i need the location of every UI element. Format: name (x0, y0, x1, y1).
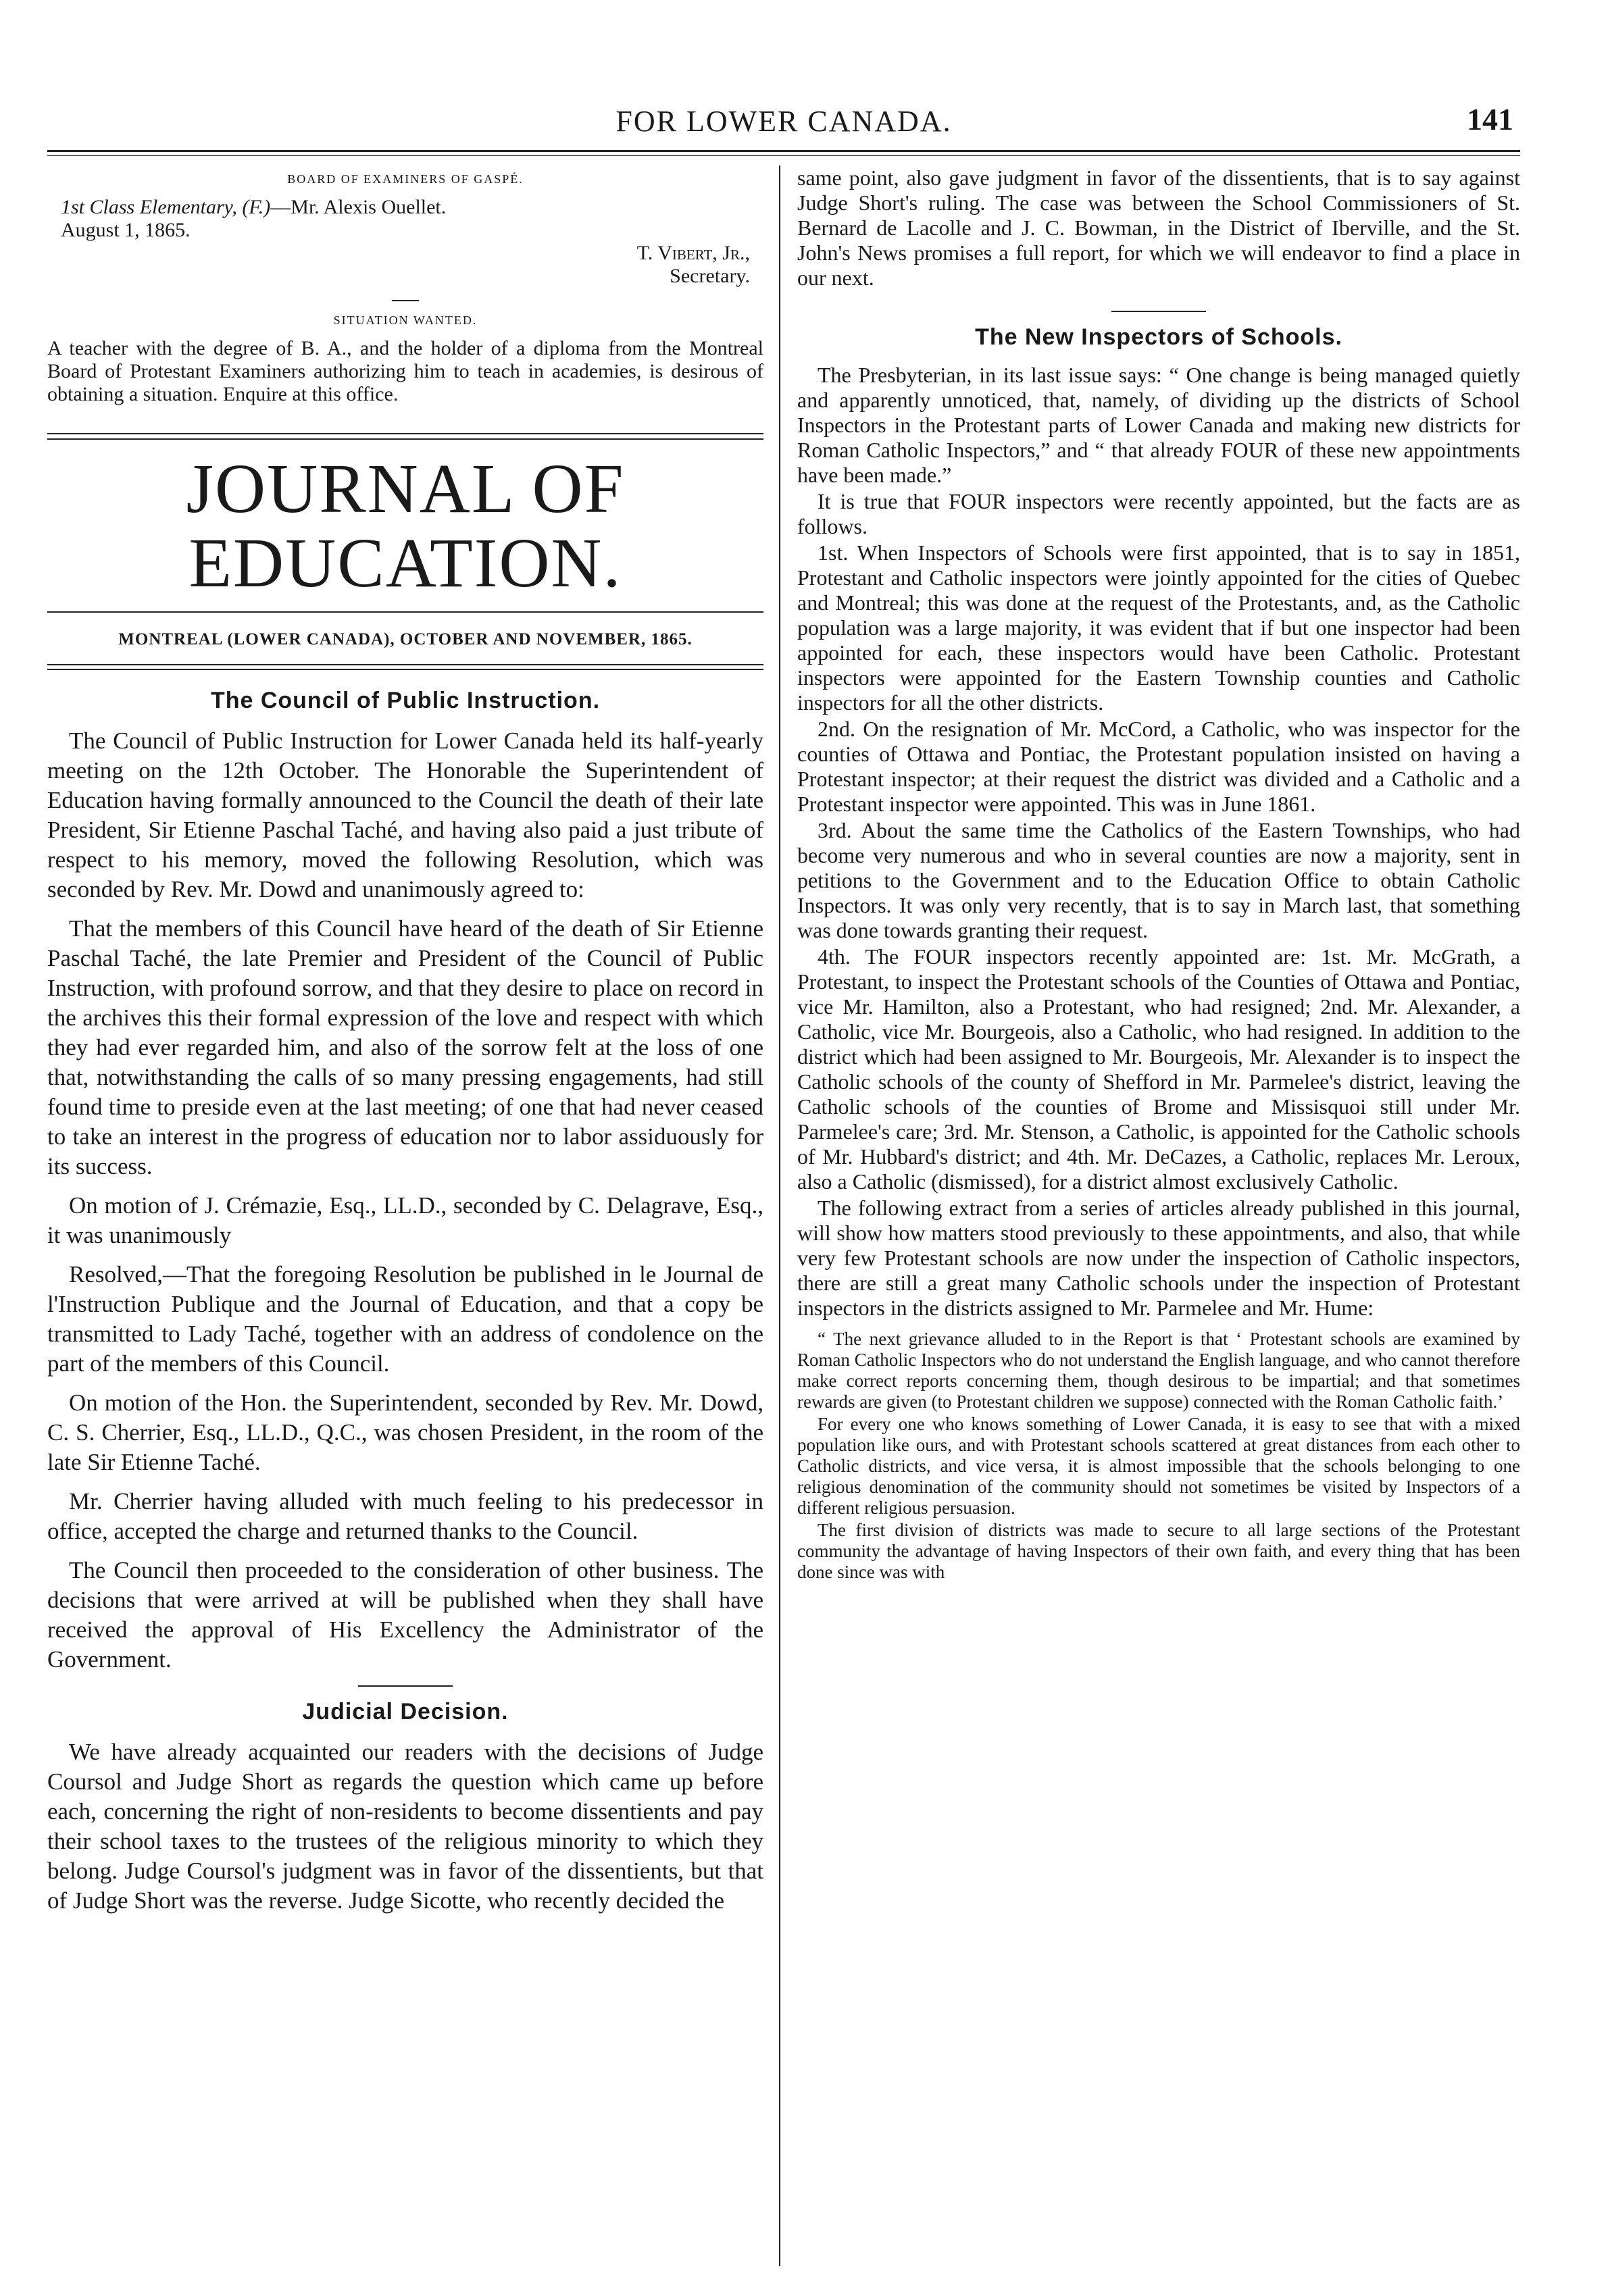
board-entry-date: August 1, 1865. (61, 219, 191, 241)
dateline-rule (47, 664, 763, 665)
council-paragraph: Resolved,—That the foregoing Resolution be published in le Journal de l'Instruction Publique and the Journal of Education, and that a copy be transmitted to Lady Taché, together with an address of condolence on the part of the members of this Council. (47, 1261, 763, 1377)
left-column (47, 165, 763, 2273)
inspectors-paragraph: It is true that FOUR inspectors were recently appointed, but the facts are as follows. (797, 489, 1520, 538)
council-paragraph: On motion of the Hon. the Superintendent, seconded by Rev. Mr. Dowd, C. S. Cherrier, Esq., LL.D., Q.C., was chosen President, in the room of the late Sir Etienne Taché. (47, 1389, 763, 1475)
inspectors-paragraph: 3rd. About the same time the Catholics of the Eastern Townships, who had become very numerous and who in several counties are now a majority, sent in petitions to the Government and to the Education Office to obtain Catholic Inspectors. It was only very recently, that is to say in March last, that something was done towards granting their request. (797, 818, 1520, 942)
council-paragraph: The Council of Public Instruction for Lower Canada held its half-yearly meeting on the 12th October. The Honorable the Superintendent of Education having formally announced to the Council the death of their late President, Sir Etienne Paschal Taché, and having also paid a just tribute of respect to his memory, moved the following Resolution, which was seconded by Rev. Mr. Dowd and unanimously agreed to: (47, 728, 763, 902)
board-entry-name: —Mr. Alexis Ouellet. (270, 196, 447, 218)
notice-divider (392, 300, 419, 301)
judicial-article (47, 1737, 763, 1916)
council-paragraph: On motion of J. Crémazie, Esq., LL.D., seconded by C. Delagrave, Esq., it was unanimously (47, 1192, 763, 1248)
quoted-extract (797, 1329, 1520, 1583)
quote-paragraph: “ The next grievance alluded to in the Report is that ‘ Protestant schools are examined by Roman Catholic Inspectors who do not understand the English language, and who cannot therefore make correct reports concerning them, though desirous to be impartial; and that sometimes rewards are given (to Protestant children we suppose) connected with the Roman Catholic faith.’ (797, 1329, 1520, 1412)
inspectors-paragraph: 2nd. On the resignation of Mr. McCord, a Catholic, who was inspector for the counties of Ottawa and Pontiac, the Protestant population insisted on having a Protestant inspector; at their request the district was divided and a Catholic and a Protestant inspector were appointed. This was in June 1861. (797, 717, 1520, 816)
council-paragraph: The Council then proceeded to the consideration of other business. The decisions that were arrived at will be published when they shall have received the approval of His Excellency the Administrator of the Government. (47, 1557, 763, 1673)
header-rule (47, 150, 1520, 156)
masthead-rule-bottom (47, 611, 763, 613)
situation-text: A teacher with the degree of B. A., and the holder of a diploma from the Montreal Board of Protestant Examiners authorizing him to teach in academies, is desirous of obtaining a situation. Enquire at this office. (47, 337, 763, 405)
inspectors-paragraph: The following extract from a series of articles already published in this journal, will show how matters stood previously to these appointments, and also, that while very few Protestant schools are now under the inspection of Catholic inspectors, there are still a great many Catholic schools under the inspection of Protestant inspectors in the districts assigned to Mr. Parmelee and Mr. Hume: (797, 1196, 1520, 1320)
judicial-heading: Judicial Decision. (302, 1699, 509, 1725)
council-paragraph: Mr. Cherrier having alluded with much feeling to his predecessor in office, accepted the charge and returned thanks to the Council. (47, 1488, 763, 1544)
dateline: MONTREAL (LOWER CANADA), OCTOBER AND NOVEMBER, 1865. (118, 630, 693, 648)
running-head-title: FOR LOWER CANADA. (615, 105, 952, 138)
right-column (797, 165, 1520, 2273)
judicial-continuation (797, 165, 1520, 290)
inspectors-paragraph: 4th. The FOUR inspectors recently appointed are: 1st. Mr. McGrath, a Protestant, to inspect the Protestant schools of the Counties of Ottawa and Pontiac, vice Mr. Hamilton, also a Protestant, who had resigned; 2nd. Mr. Alexander, a Catholic, vice Mr. Bourgeois, also a Catholic, who had resigned. In addition to the district which had been assigned to Mr. Bourgeois, Mr. Alexander is to inspect the Catholic schools of the county of Shefford in Mr. Parmelee's district, leaving the Catholic schools of the counties of Brome and Missisquoi still under Mr. Parmelee's care; 3rd. Mr. Stenson, a Catholic, is appointed for the Catholic schools of Mr. Hubbard's district; and 4th. Mr. DeCazes, a Catholic, replaces Mr. Leroux, also a Catholic (dismissed), for a district almost exclusively Catholic. (797, 944, 1520, 1194)
board-entry (47, 196, 763, 242)
council-paragraph: That the members of this Council have heard of the death of Sir Etienne Paschal Taché, the late Premier and President of the Council of Public Instruction, with profound sorrow, and that they desire to place on record in the archives this their formal expression of the love and respect with which they had ever regarded him, and also of the sorrow felt at the loss of one that, notwithstanding the calls of so many pressing engagements, had still found time to preside even at the last meeting; of one that had never ceased to take an interest in the progress of education nor to labor assiduously for its success. (47, 915, 763, 1179)
council-article (47, 726, 763, 1675)
column-separator (779, 165, 780, 2266)
page-number: 141 (1467, 102, 1513, 136)
board-secretary (47, 242, 763, 288)
board-heading: BOARD OF EXAMINERS OF GASPÉ. (287, 172, 524, 186)
dateline-rule-2 (47, 669, 763, 670)
masthead: JOURNAL OF EDUCATION. (186, 450, 625, 602)
section-divider (358, 1685, 453, 1687)
board-secretary-name: T. Vibert, Jr., (636, 242, 750, 264)
quote-paragraph: For every one who knows something of Lower Canada, it is easy to see that with a mixed population like ours, and with Protestant schools scattered at great distances from each other to Catholic districts, and vice versa, it is almost impossible that the schools belonging to one religious denomination of the community should not sometimes be visited by Inspectors of a different religious persuasion. (797, 1414, 1520, 1518)
judicial-paragraph: We have already acquainted our readers with the decisions of Judge Coursol and Judge Short as regards the question which came up before each, concerning the right of non-residents to become dissentients and pay their school taxes to the trustees of the religious minority to which they belong. Judge Coursol's judgment was in favor of the dissentients, but that of Judge Short was the reverse. Judge Sicotte, who recently decided the (47, 1739, 763, 1914)
running-head (47, 101, 1520, 142)
continuation-paragraph: same point, also gave judgment in favor of the dissentients, that is to say against Judge Short's ruling. The case was between the School Commissioners of St. Bernard de Lacolle and J. C. Bowman, in the District of Iberville, and the St. John's News promises a full report, for which we will endeavor to find a place in our next. (797, 165, 1520, 290)
quote-paragraph: The first division of districts was made to secure to all large sections of the Protestant community the advantage of having Inspectors of their own faith, and every thing that has been done since was with (797, 1520, 1520, 1582)
inspectors-heading: The New Inspectors of Schools. (975, 324, 1342, 350)
inspectors-paragraph: The Presbyterian, in its last issue says: “ One change is being managed quietly and apparently unnoticed, that, namely, of dividing up the districts of School Inspectors in the Protestant parts of Lower Canada and making new districts for Roman Catholic Inspectors,” and “ that already FOUR of these new appointments have been made.” (797, 363, 1520, 487)
document-page (47, 0, 1520, 2296)
inspectors-paragraph: 1st. When Inspectors of Schools were first appointed, that is to say in 1851, Protestant and Catholic inspectors were jointly appointed for the cities of Quebec and Montreal; this was done at the request of the Protestants, and, as the Catholic population was a large majority, it was evident that if but one inspector had been appointed for each, these inspectors would have been Catholic. Protestant inspectors were appointed for the Eastern Township counties and Catholic inspectors for all the other districts. (797, 540, 1520, 715)
board-secretary-title: Secretary. (670, 265, 750, 287)
situation-heading: SITUATION WANTED. (333, 313, 478, 327)
inspectors-article (797, 363, 1520, 1321)
board-entry-class: 1st Class Elementary, (F.) (61, 196, 271, 218)
masthead-rule-top (47, 433, 763, 434)
council-heading: The Council of Public Instruction. (210, 688, 601, 713)
section-divider (1111, 311, 1206, 312)
masthead-rule-top-2 (47, 438, 763, 440)
